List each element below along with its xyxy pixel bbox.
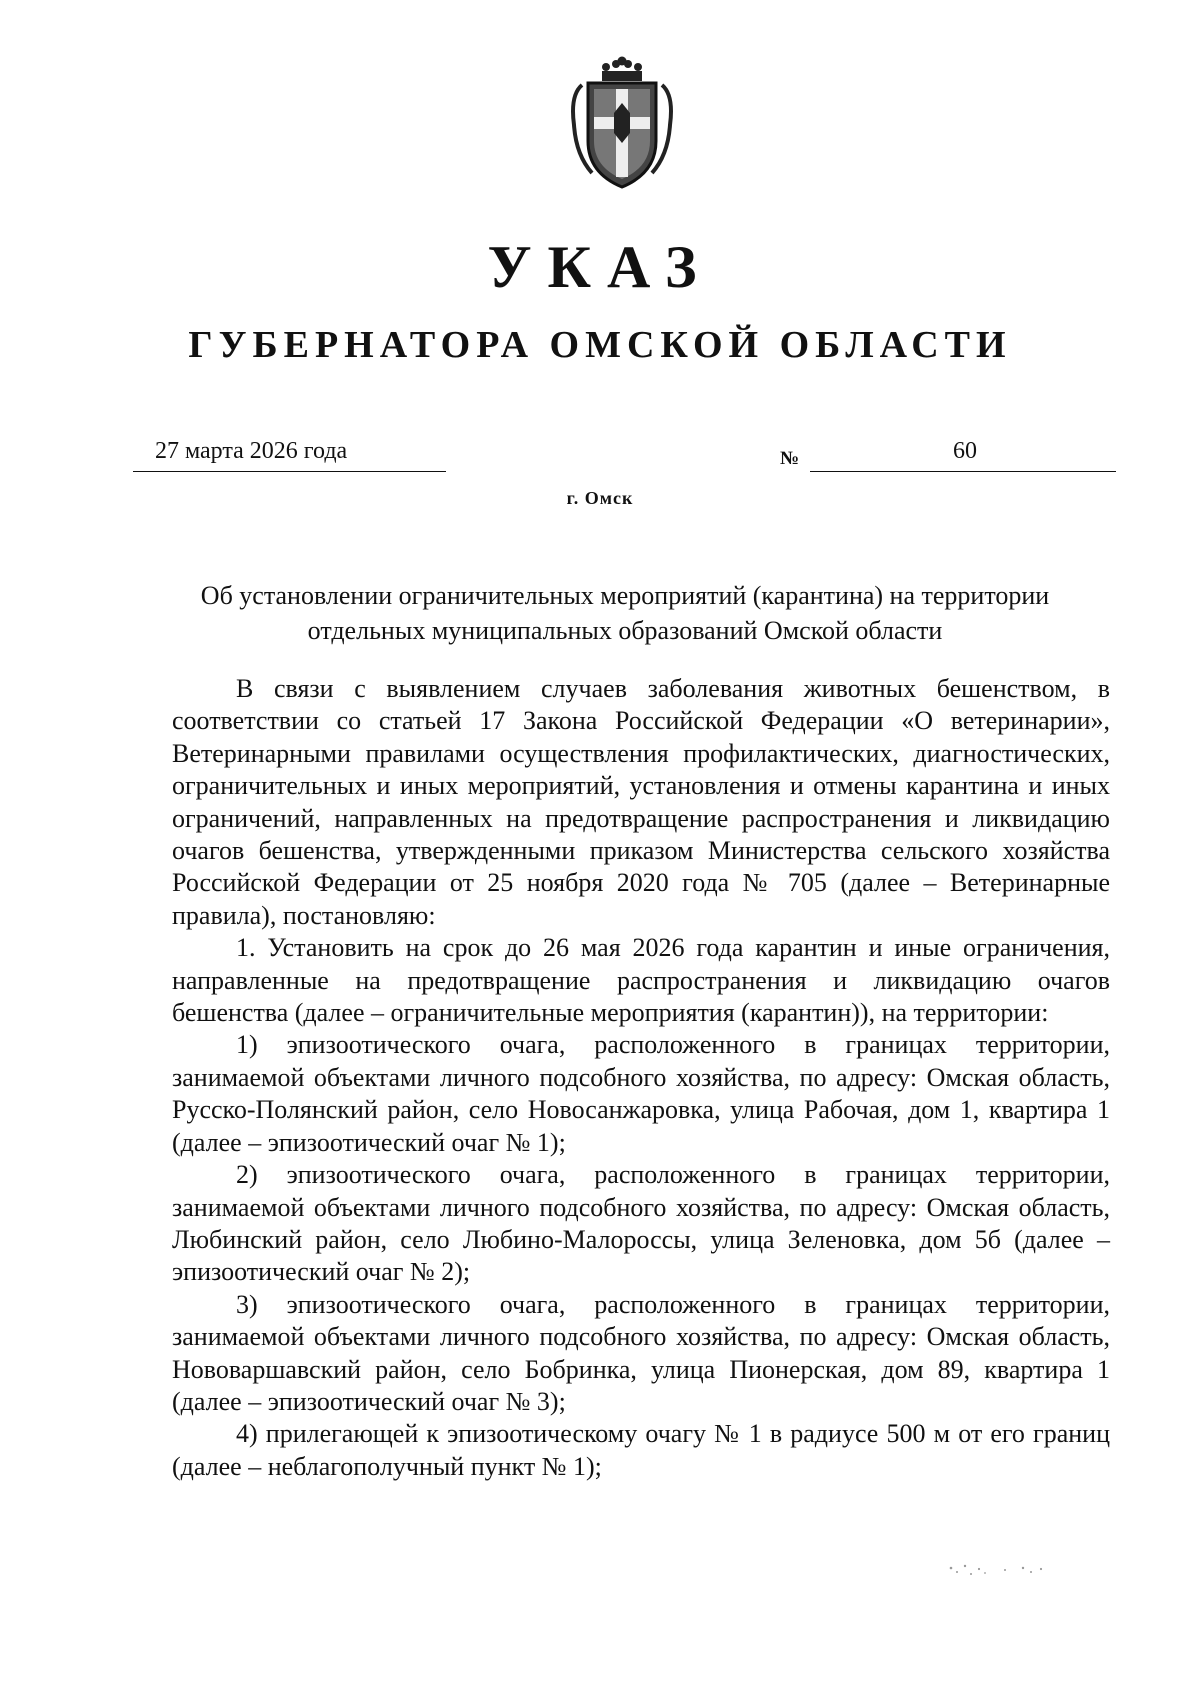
clause-item-paragraph: 3) эпизоотического очага, расположенного в границах территории, занимаемой объектами личного подсобного хозяйства, по адресу: Омская область, Нововаршавский район, село Бобринка, улица Пионерская, дом 89, квартира 1 (далее – эпизоотический очаг № 3); <box>172 1289 1110 1416</box>
coat-of-arms-icon <box>564 55 680 195</box>
preamble-paragraph: В связи с выявлением случаев заболевания животных бешенством, в соответствии со статьей 17 Закона Российской Федерации «О ветеринарии», Ветеринарными правилами осуществления профилактических, диагностических, ограничительных и иных мероприятий, установления и отмены карантина и иных ограничений, направленных на предотвращение распространения и ликвидацию очагов бешенства, утвержденными приказом Министерства сельского хозяйства Российской Федерации от 25 ноября 2020 года № 705 (далее – Ветеринарные правила), постановляю: <box>172 674 1110 930</box>
date-field <box>133 435 446 472</box>
clause-item-paragraph: 1) эпизоотического очага, расположенного в границах территории, занимаемой объектами личного подсобного хозяйства, по адресу: Омская область, Русско-Полянский район, село Новосанжаровка, улица Рабочая, дом 1, квартира 1 (далее – эпизоотический очаг № 1); <box>172 1030 1110 1157</box>
document-issuer: ГУБЕРНАТОРА ОМСКОЙ ОБЛАСТИ <box>188 324 1012 366</box>
scan-noise <box>945 1560 1065 1580</box>
document-date: 27 марта 2026 года <box>155 438 348 464</box>
document-title: УКАЗ <box>487 234 713 300</box>
document-body <box>172 673 1110 1483</box>
clause-item-paragraph: 4) прилегающей к эпизоотическому очагу № 1 в радиусе 500 м от его границ (далее – неблагополучный пункт № 1); <box>172 1419 1110 1481</box>
number-label: № <box>780 448 800 469</box>
document-subject: Об установлении ограничительных мероприятий (карантина) на территории отдельных муниципальных образований Омской области <box>200 581 1050 645</box>
document-number: 60 <box>953 438 977 464</box>
clause-paragraph: 1. Установить на срок до 26 мая 2026 года карантин и иные ограничения, направленные на предотвращение распространения и ликвидацию очагов бешенства (далее – ограничительные мероприятия (карантин)), на территории: <box>172 933 1110 1028</box>
document-city: г. Омск <box>566 488 634 508</box>
clause-item-paragraph: 2) эпизоотического очага, расположенного в границах территории, занимаемой объектами личного подсобного хозяйства, по адресу: Омская область, Любинский район, село Любино-Малороссы, улица Зеленовка, дом 5б (далее – эпизоотический очаг № 2); <box>172 1160 1110 1287</box>
number-field <box>810 435 1116 472</box>
